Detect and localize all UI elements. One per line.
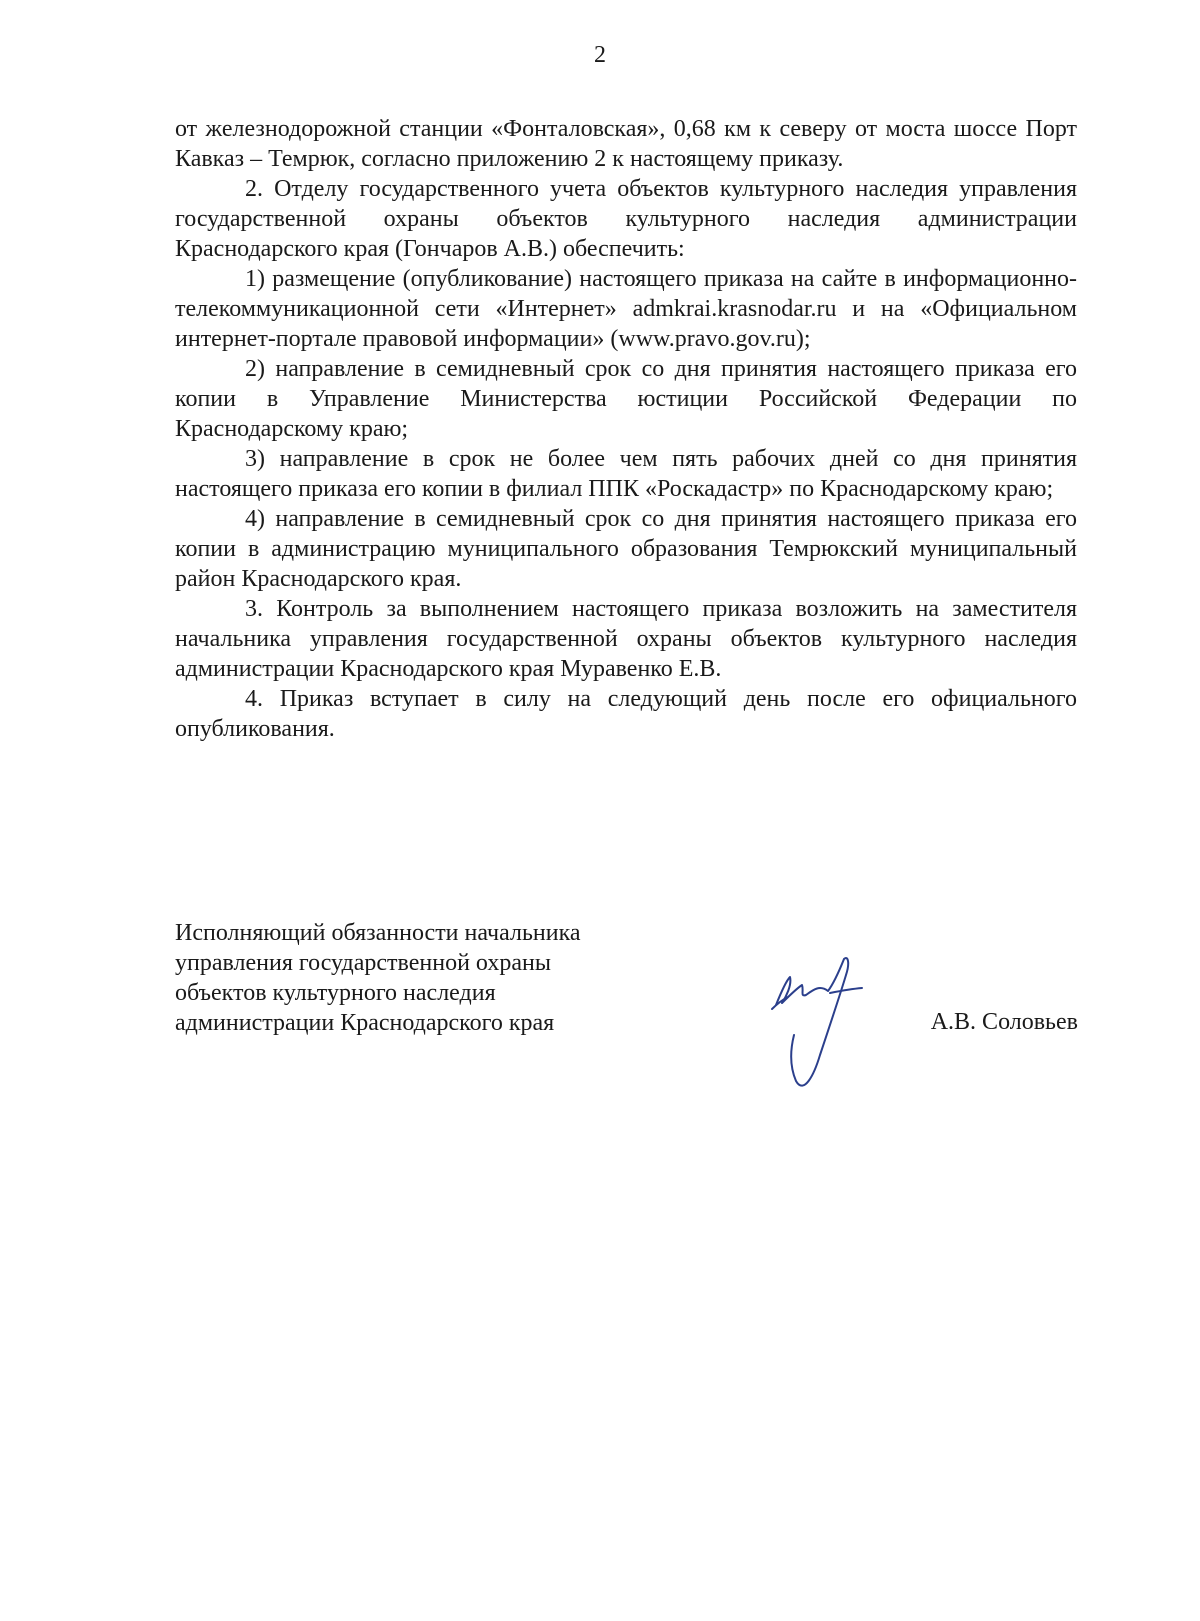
document-body (175, 114, 1077, 744)
paragraph-subitem-2: 2) направление в семидневный срок со дня принятия настоящего приказа его копии в Управление Министерства юстиции Российской Федерации по Краснодарскому краю; (175, 356, 1077, 442)
paragraph-item-3: 3. Контроль за выполнением настоящего приказа возложить на заместителя начальника управления государственной охраны объектов культурного наследия администрации Краснодарского края Муравенко Е.В. (175, 596, 1077, 682)
signature-stroke (772, 997, 788, 1009)
paragraph-item-4: 4. Приказ вступает в силу на следующий день после его официального опубликования. (175, 686, 1077, 742)
signature-stroke (776, 958, 848, 1086)
paragraph-subitem-3: 3) направление в срок не более чем пять рабочих дней со дня принятия настоящего приказа его копии в филиал ППК «Роскадастр» по Краснодарскому краю; (175, 446, 1077, 502)
paragraph-subitem-4: 4) направление в семидневный срок со дня принятия настоящего приказа его копии в администрацию муниципального образования Темрюкский муниципальный район Краснодарского края. (175, 506, 1077, 592)
signer-position (175, 918, 695, 1038)
signer-position-line: объектов культурного наследия (175, 980, 496, 1006)
signer-position-line: управления государственной охраны (175, 950, 551, 976)
signer-position-line: администрации Краснодарского края (175, 1010, 555, 1036)
page-number: 2 (594, 42, 606, 68)
paragraph-subitem-1: 1) размещение (опубликование) настоящего приказа на сайте в информационно-телекоммуникационной сети «Интернет» admkrai.krasnodar.ru и на «Официальном интернет-портале правовой информации» (www.pravo.gov.ru); (175, 266, 1077, 352)
signer-position-line: Исполняющий обязанности начальника (175, 920, 581, 946)
signer-name: А.В. Соловьев (930, 1009, 1078, 1035)
paragraph-continuation: от железнодорожной станции «Фонталовская», 0,68 км к северу от моста шоссе Порт Кавказ – Темрюк, согласно приложению 2 к настоящему приказу. (175, 116, 1077, 172)
paragraph-item-2: 2. Отделу государственного учета объектов культурного наследия управления государственной охраны объектов культурного наследия администрации Краснодарского края (Гончаров А.В.) обеспечить: (175, 176, 1077, 262)
handwritten-signature (770, 955, 880, 1105)
signature-stroke (830, 988, 862, 993)
